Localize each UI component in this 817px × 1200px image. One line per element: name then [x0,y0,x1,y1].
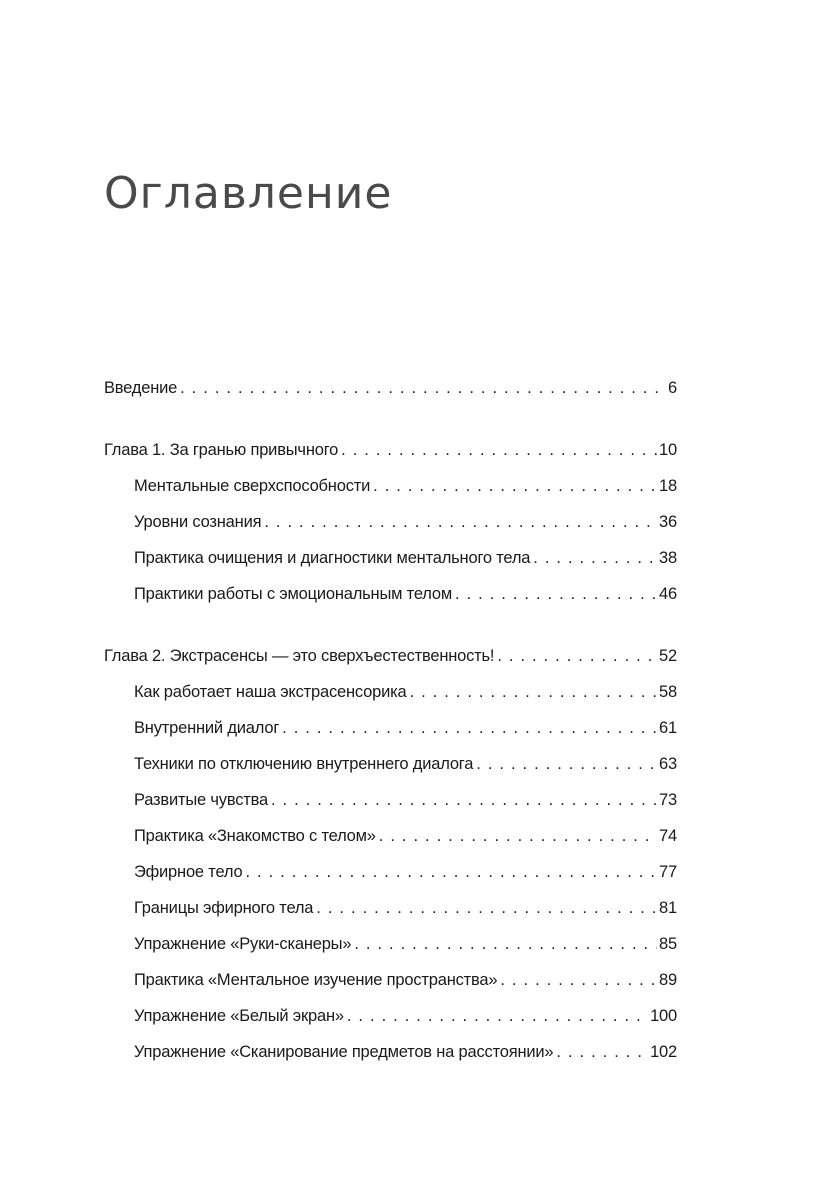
toc-entry-section[interactable] [104,540,677,576]
page-title: Оглавление [104,168,393,219]
dot-leader [351,926,657,962]
dot-leader [530,540,657,576]
toc-entry-label: Глава 2. Экстрасенсы — это сверхъестественность! [104,647,495,665]
toc-entry-page-number: 85 [659,935,677,953]
toc-entry-page-number: 73 [659,791,677,809]
toc-entry-section[interactable] [104,998,677,1034]
toc-entry-page-number: 36 [659,513,677,531]
toc-entry-label: Внутренний диалог [134,719,280,737]
toc-entry-section[interactable] [104,674,677,710]
table-of-contents [104,370,677,1070]
dot-leader [473,746,657,782]
toc-entry-section[interactable] [104,962,677,998]
toc-entry-page-number: 18 [659,477,677,495]
toc-entry-label: Упражнение «Сканирование предметов на расстоянии» [134,1043,554,1061]
toc-entry-page-number: 52 [659,647,677,665]
dot-leader [268,782,657,818]
toc-entry-section[interactable] [104,890,677,926]
toc-entry-section[interactable] [104,926,677,962]
toc-entry-label: Границы эфирного тела [134,899,314,917]
dot-leader [279,710,657,746]
toc-entry-chapter-1[interactable] [104,432,677,468]
toc-entry-label: Как работает наша экстрасенсорика [134,683,407,701]
dot-leader [242,854,657,890]
toc-entry-page-number: 89 [659,971,677,989]
dot-leader [452,576,657,612]
toc-entry-label: Развитые чувства [134,791,268,809]
toc-entry-label: Упражнение «Руки-сканеры» [134,935,352,953]
toc-entry-page-number: 6 [668,379,677,397]
toc-entry-section[interactable] [104,504,677,540]
toc-entry-label: Эфирное тело [134,863,243,881]
toc-entry-section[interactable] [104,746,677,782]
section-gap [104,612,677,638]
toc-entry-label: Уровни сознания [134,513,262,531]
toc-entry-label: Практика «Знакомство с телом» [134,827,376,845]
toc-entry-page-number: 81 [659,899,677,917]
toc-entry-page-number: 100 [650,1007,677,1025]
toc-entry-section[interactable] [104,854,677,890]
dot-leader [494,638,657,674]
dot-leader [370,468,657,504]
toc-entry-section[interactable] [104,468,677,504]
toc-entry-section[interactable] [104,710,677,746]
dot-leader [338,432,657,468]
toc-entry-section[interactable] [104,782,677,818]
dot-leader [261,504,657,540]
toc-entry-section[interactable] [104,1034,677,1070]
toc-entry-label: Техники по отключению внутреннего диалога [134,755,474,773]
toc-entry-label: Практика «Ментальное изучение пространства» [134,971,498,989]
toc-entry-page-number: 63 [659,755,677,773]
toc-entry-page-number: 58 [659,683,677,701]
toc-entry-label: Ментальные сверхспособности [134,477,371,495]
dot-leader [313,890,657,926]
dot-leader [376,818,657,854]
dot-leader [177,370,666,406]
toc-entry-section[interactable] [104,818,677,854]
toc-entry-page-number: 10 [659,441,677,459]
toc-entry-page-number: 74 [659,827,677,845]
toc-entry-chapter-2[interactable] [104,638,677,674]
toc-entry-page-number: 77 [659,863,677,881]
dot-leader [344,998,648,1034]
toc-entry-page-number: 102 [650,1043,677,1061]
toc-entry-label: Введение [104,379,178,397]
toc-entry-page-number: 46 [659,585,677,603]
section-gap [104,406,677,432]
toc-entry-label: Практика очищения и диагностики ментального тела [134,549,531,567]
dot-leader [497,962,657,998]
toc-entry-page-number: 61 [659,719,677,737]
toc-entry-label: Практики работы с эмоциональным телом [134,585,452,603]
dot-leader [407,674,658,710]
toc-entry-section[interactable] [104,576,677,612]
toc-entry-label: Глава 1. За гранью привычного [104,441,339,459]
toc-entry-introduction[interactable] [104,370,677,406]
dot-leader [553,1034,648,1070]
toc-entry-label: Упражнение «Белый экран» [134,1007,344,1025]
toc-entry-page-number: 38 [659,549,677,567]
